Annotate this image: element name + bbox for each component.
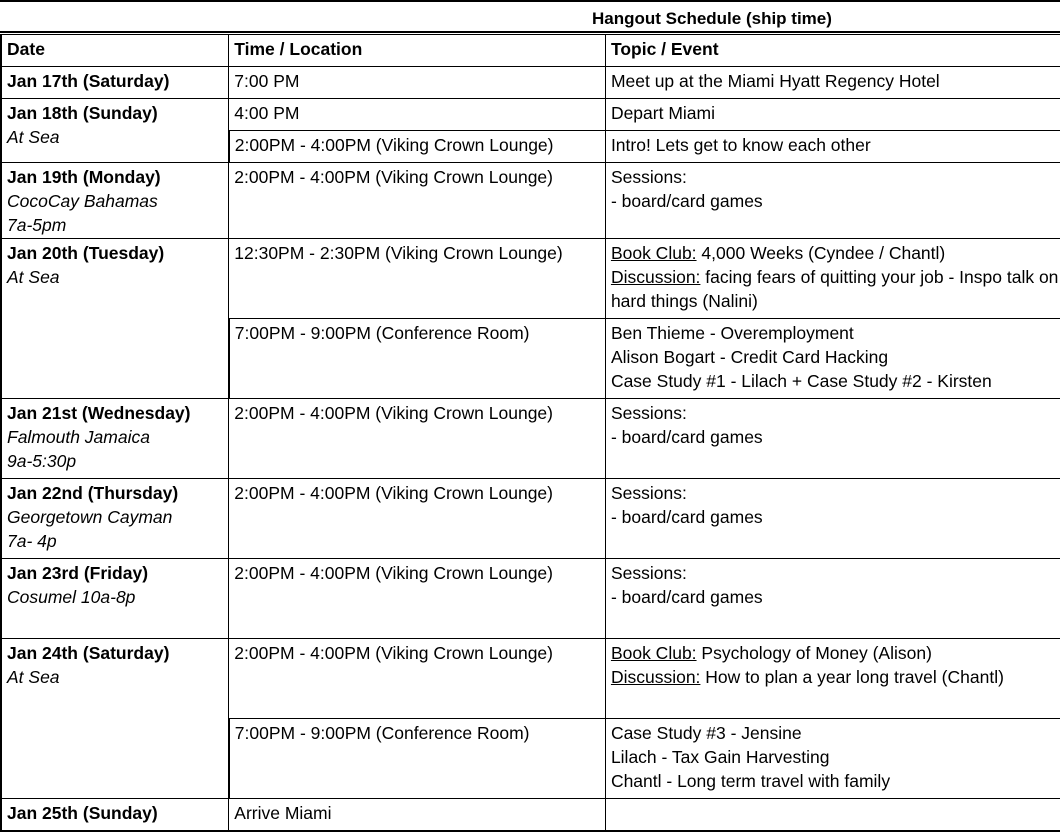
- topic-cell[interactable]: [605, 319, 1060, 399]
- time-text: 2:00PM - 4:00PM (Viking Crown Lounge): [234, 135, 554, 155]
- topic-line: Case Study #1 - Lilach + Case Study #2 - Kirsten: [610, 371, 992, 391]
- topic-line: Case Study #3 - Jensine: [610, 723, 802, 743]
- topic-cell[interactable]: [605, 559, 1060, 639]
- day-location: Georgetown Cayman: [7, 507, 173, 527]
- topic-cell[interactable]: [605, 719, 1060, 799]
- table-row: [1, 67, 1060, 99]
- day-port-hours: 9a-5:30p: [7, 451, 77, 471]
- topic-cell[interactable]: [605, 479, 1060, 559]
- topic-cell[interactable]: [605, 239, 1060, 319]
- topic-line: Intro! Lets get to know each other: [610, 135, 871, 155]
- time-text: 2:00PM - 4:00PM (Viking Crown Lounge): [234, 483, 553, 503]
- time-cell[interactable]: [229, 239, 606, 319]
- topic-line: Alison Bogart - Credit Card Hacking: [610, 347, 889, 367]
- time-cell[interactable]: [229, 719, 606, 799]
- header-date[interactable]: Date: [1, 35, 229, 67]
- table-row: [1, 639, 1060, 719]
- topic-line: Sessions:: [610, 483, 687, 503]
- day-port-hours: 7a-5pm: [7, 215, 67, 235]
- topic-cell[interactable]: [605, 131, 1060, 163]
- time-text: 2:00PM - 4:00PM (Viking Crown Lounge): [234, 643, 553, 663]
- topic-cell[interactable]: [605, 639, 1060, 719]
- topic-line: Sessions:: [610, 167, 687, 187]
- table-row: [1, 399, 1060, 479]
- date-cell[interactable]: [1, 559, 229, 639]
- time-text: 2:00PM - 4:00PM (Viking Crown Lounge): [234, 167, 553, 187]
- day-label: Jan 25th (Sunday): [7, 803, 158, 823]
- date-cell[interactable]: [1, 399, 229, 479]
- day-location: At Sea: [7, 667, 60, 687]
- time-cell[interactable]: [229, 163, 606, 239]
- topic-line: Meet up at the Miami Hyatt Regency Hotel: [610, 71, 940, 91]
- time-text: 2:00PM - 4:00PM (Viking Crown Lounge): [234, 403, 553, 423]
- header-topic[interactable]: Topic / Event: [605, 35, 1060, 67]
- header-time[interactable]: Time / Location: [229, 35, 606, 67]
- table-row: [1, 799, 1060, 831]
- date-cell[interactable]: [1, 639, 229, 799]
- topic-line: Ben Thieme - Overemployment: [610, 323, 854, 343]
- book-club-label: Book Club:: [610, 643, 697, 663]
- discussion-line: [611, 265, 1060, 313]
- discussion-text: facing fears of quitting your job - Inspo talk on hard things (Nalini): [610, 267, 1059, 311]
- topic-line: - board/card games: [610, 191, 763, 211]
- topic-cell[interactable]: [605, 99, 1060, 131]
- date-cell[interactable]: [1, 239, 229, 399]
- time-cell[interactable]: [229, 639, 606, 719]
- time-cell[interactable]: [229, 399, 606, 479]
- topic-cell[interactable]: [605, 399, 1060, 479]
- time-cell[interactable]: [229, 799, 606, 831]
- topic-line: Depart Miami: [610, 103, 715, 123]
- topic-line: Sessions:: [610, 563, 687, 583]
- topic-line: Sessions:: [610, 403, 687, 423]
- topic-line: Lilach - Tax Gain Harvesting: [610, 747, 830, 767]
- day-location: Falmouth Jamaica: [7, 427, 150, 447]
- schedule-title: Hangout Schedule (ship time): [592, 9, 832, 28]
- day-label: Jan 17th (Saturday): [7, 71, 170, 91]
- day-label: Jan 24th (Saturday): [7, 643, 170, 663]
- date-cell[interactable]: [1, 479, 229, 559]
- table-row: [1, 479, 1060, 559]
- time-cell[interactable]: [229, 319, 606, 399]
- topic-cell[interactable]: [605, 163, 1060, 239]
- day-port-hours: 7a- 4p: [7, 531, 57, 551]
- day-location: Cosumel 10a-8p: [7, 587, 136, 607]
- topic-line: - board/card games: [610, 507, 763, 527]
- schedule-table: [0, 34, 1060, 832]
- time-text: 7:00PM - 9:00PM (Conference Room): [234, 323, 530, 343]
- title-row: [0, 0, 1060, 33]
- date-cell[interactable]: [1, 99, 229, 163]
- topic-line: - board/card games: [610, 587, 763, 607]
- day-location: CocoCay Bahamas: [7, 191, 158, 211]
- date-cell[interactable]: [1, 799, 229, 831]
- time-text: 2:00PM - 4:00PM (Viking Crown Lounge): [234, 563, 553, 583]
- day-label: Jan 19th (Monday): [7, 167, 161, 187]
- date-cell[interactable]: [1, 163, 229, 239]
- discussion-label: Discussion:: [610, 667, 701, 687]
- book-club-line: [611, 641, 1060, 665]
- time-cell[interactable]: [229, 559, 606, 639]
- header-row: [1, 35, 1060, 67]
- book-club-title: Psychology of Money (Alison): [696, 643, 932, 663]
- topic-cell[interactable]: [605, 67, 1060, 99]
- book-club-line: [611, 241, 1060, 265]
- table-row: [1, 559, 1060, 639]
- time-text: Arrive Miami: [234, 803, 332, 823]
- time-cell[interactable]: [229, 99, 606, 131]
- day-label: Jan 21st (Wednesday): [7, 403, 191, 423]
- time-text: 7:00 PM: [234, 71, 300, 91]
- date-cell[interactable]: [1, 67, 229, 99]
- topic-line: Chantl - Long term travel with family: [610, 771, 891, 791]
- discussion-text: How to plan a year long travel (Chantl): [700, 667, 1004, 687]
- day-label: Jan 22nd (Thursday): [7, 483, 179, 503]
- table-row: [1, 163, 1060, 239]
- book-club-label: Book Club:: [610, 243, 697, 263]
- time-cell[interactable]: [229, 131, 606, 163]
- topic-cell[interactable]: [605, 799, 1060, 831]
- discussion-line: [611, 665, 1060, 689]
- time-text: 4:00 PM: [234, 103, 300, 123]
- day-location: At Sea: [7, 127, 60, 147]
- day-label: Jan 23rd (Friday): [7, 563, 149, 583]
- discussion-label: Discussion:: [610, 267, 701, 287]
- time-cell[interactable]: [229, 479, 606, 559]
- topic-line: - board/card games: [610, 427, 763, 447]
- day-label: Jan 20th (Tuesday): [7, 243, 165, 263]
- time-text: 7:00PM - 9:00PM (Conference Room): [234, 723, 530, 743]
- book-club-title: 4,000 Weeks (Cyndee / Chantl): [696, 243, 946, 263]
- day-location: At Sea: [7, 267, 60, 287]
- time-cell[interactable]: [229, 67, 606, 99]
- table-row: [1, 239, 1060, 319]
- day-label: Jan 18th (Sunday): [7, 103, 158, 123]
- time-text: 12:30PM - 2:30PM (Viking Crown Lounge): [234, 243, 563, 263]
- table-row: [1, 99, 1060, 131]
